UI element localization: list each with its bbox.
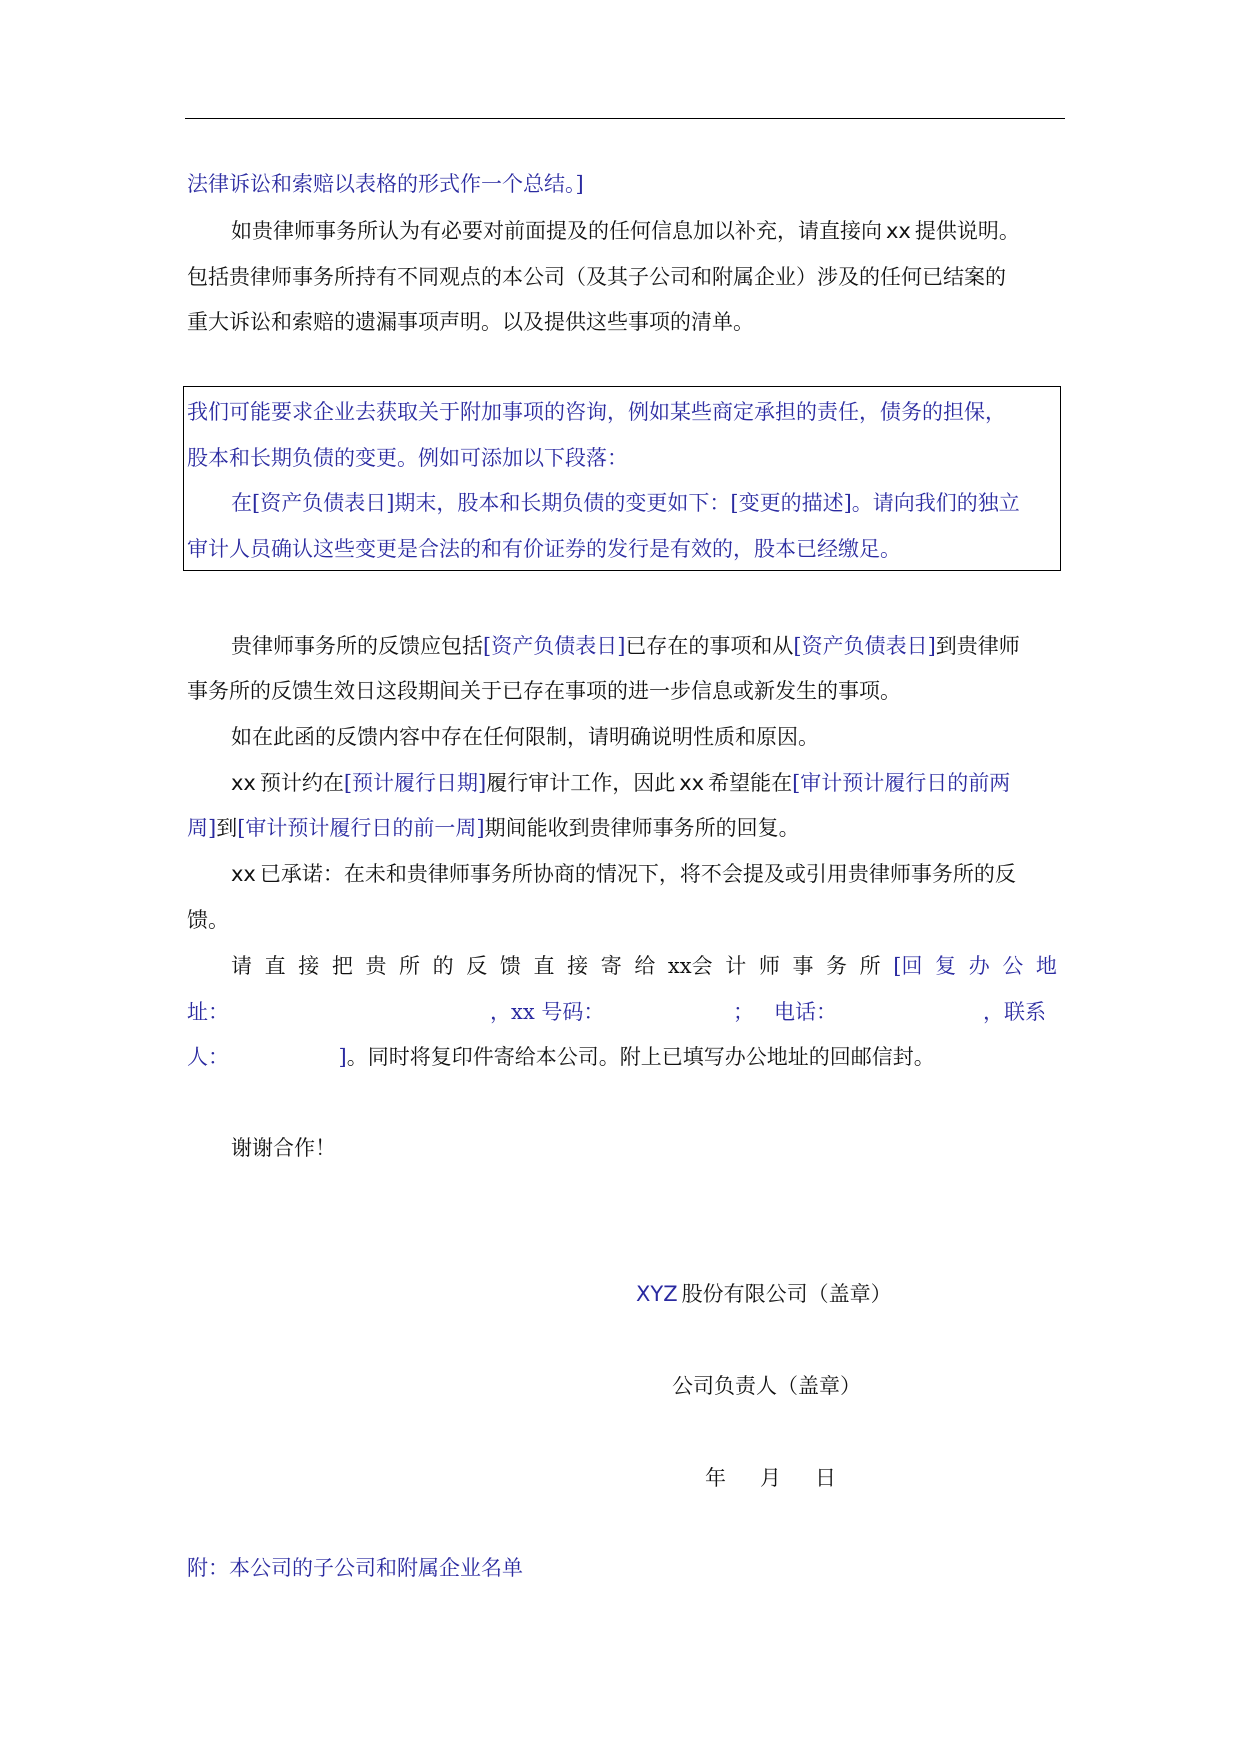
- attachment-line: 附：本公司的子公司和附属企业名单: [187, 1556, 523, 1580]
- note-box-line2: 股本和长期负债的变更。例如可添加以下段落：: [187, 446, 628, 470]
- header-rule: [185, 118, 1065, 119]
- paragraph-feedback-line1: 贵律师事务所的反馈应包括[资产负债表日]已存在的事项和从[资产负债表日]到贵律师: [231, 634, 1020, 658]
- document-page: 法律诉讼和索赔以表格的形式作一个总结。] 如贵律师事务所认为有必要对前面提及的任何信息加以补充，请直接向 xx 提供说明。 包括贵律师事务所持有不同观点的本公司（及其子公司和附属企业）涉及的任何已结案的 重大诉讼和索赔的遗漏事项声明。以及提供这些事项的清单。 我们可能要求企业去获取关于附加事项的咨询，例如某些商定承担的责任，债务的担保， 股本和长期负债的变更。例如可添加以下段落： 在[资产负债表日]期末，股本和长期负债的变更如下：[变更的描述]。请向我们的独立 审计人员确认这些变更是合法的和有价证券的发行是有效的，股本已经缴足。 贵律师事务所的反馈应包括[资产负债表日]已存在的事项和从[资产负债表日]到贵律师 事务所的反馈生效日这段期间关于已存在事项的进一步信息或新发生的事项。 如在此函的反馈内容中存在任何限制，请明确说明性质和原因。 xx 预计约在[预计履行日期]履行审计工作，因此 xx 希望能在[审计预计履行日的前两 周]到[审计预计履行日的前一周]期间能收到贵律师事务所的回复。 xx 已承诺：在未和贵律师事务所协商的情况下，将不会提及或引用贵律师事务所的反 馈。 请 直 接 把 贵 所 的 反 馈 直 接 寄 给 xx会 计 师 事 务 所 [回 复 办 公 地 址： ，xx 号码： ； 电话： ，联系 人： ]。同时将复印件寄给本公司。附上已填写办公地址的回邮信封。 谢谢合作！ XYZ 股份有限公司（盖章） 公司负责人（盖章） 年 月 日 附：本公司的子公司和附属企业名单: [0, 0, 1240, 1753]
- note-box-line3: 在[资产负债表日]期末，股本和长期负债的变更如下：[变更的描述]。请向我们的独立: [231, 491, 1020, 515]
- paragraph-limitations: 如在此函的反馈内容中存在任何限制，请明确说明性质和原因。: [231, 725, 819, 749]
- paragraph-commitment-line2: 馈。: [187, 908, 229, 932]
- date-day: 日: [815, 1466, 836, 1490]
- signature-company: XYZ 股份有限公司（盖章）: [636, 1282, 892, 1306]
- paragraph-address-line3: 人： ]。同时将复印件寄给本公司。附上已填写办公地址的回邮信封。: [187, 1045, 935, 1069]
- paragraph-schedule-line2: 周]到[审计预计履行日的前一周]期间能收到贵律师事务所的回复。: [187, 816, 800, 840]
- signature-person: 公司负责人（盖章）: [672, 1374, 861, 1398]
- paragraph-feedback-line2: 事务所的反馈生效日这段期间关于已存在事项的进一步信息或新发生的事项。: [187, 679, 901, 703]
- paragraph-schedule-line1: xx 预计约在[预计履行日期]履行审计工作，因此 xx 希望能在[审计预计履行日的前两: [231, 771, 1011, 795]
- paragraph-supplement-line1: 如贵律师事务所认为有必要对前面提及的任何信息加以补充，请直接向 xx 提供说明。: [231, 219, 1020, 243]
- note-box-line1: 我们可能要求企业去获取关于附加事项的咨询，例如某些商定承担的责任，债务的担保，: [187, 400, 1006, 424]
- paragraph-commitment-line1: xx 已承诺：在未和贵律师事务所协商的情况下，将不会提及或引用贵律师事务所的反: [231, 862, 1016, 886]
- date-year: 年: [705, 1466, 726, 1490]
- paragraph-summary-end: 法律诉讼和索赔以表格的形式作一个总结。]: [187, 172, 584, 196]
- paragraph-supplement-line2: 包括贵律师事务所持有不同观点的本公司（及其子公司和附属企业）涉及的任何已结案的: [187, 265, 1006, 289]
- thanks-line: 谢谢合作！: [231, 1136, 336, 1160]
- date-month: 月: [760, 1466, 781, 1490]
- note-box-line4: 审计人员确认这些变更是合法的和有价证券的发行是有效的，股本已经缴足。: [187, 537, 901, 561]
- signature-date: [705, 1463, 836, 1493]
- paragraph-address-line1: 请 直 接 把 贵 所 的 反 馈 直 接 寄 给 xx会 计 师 事 务 所 [回 复 办 公 地: [231, 954, 1057, 978]
- paragraph-supplement-line3: 重大诉讼和索赔的遗漏事项声明。以及提供这些事项的清单。: [187, 310, 754, 334]
